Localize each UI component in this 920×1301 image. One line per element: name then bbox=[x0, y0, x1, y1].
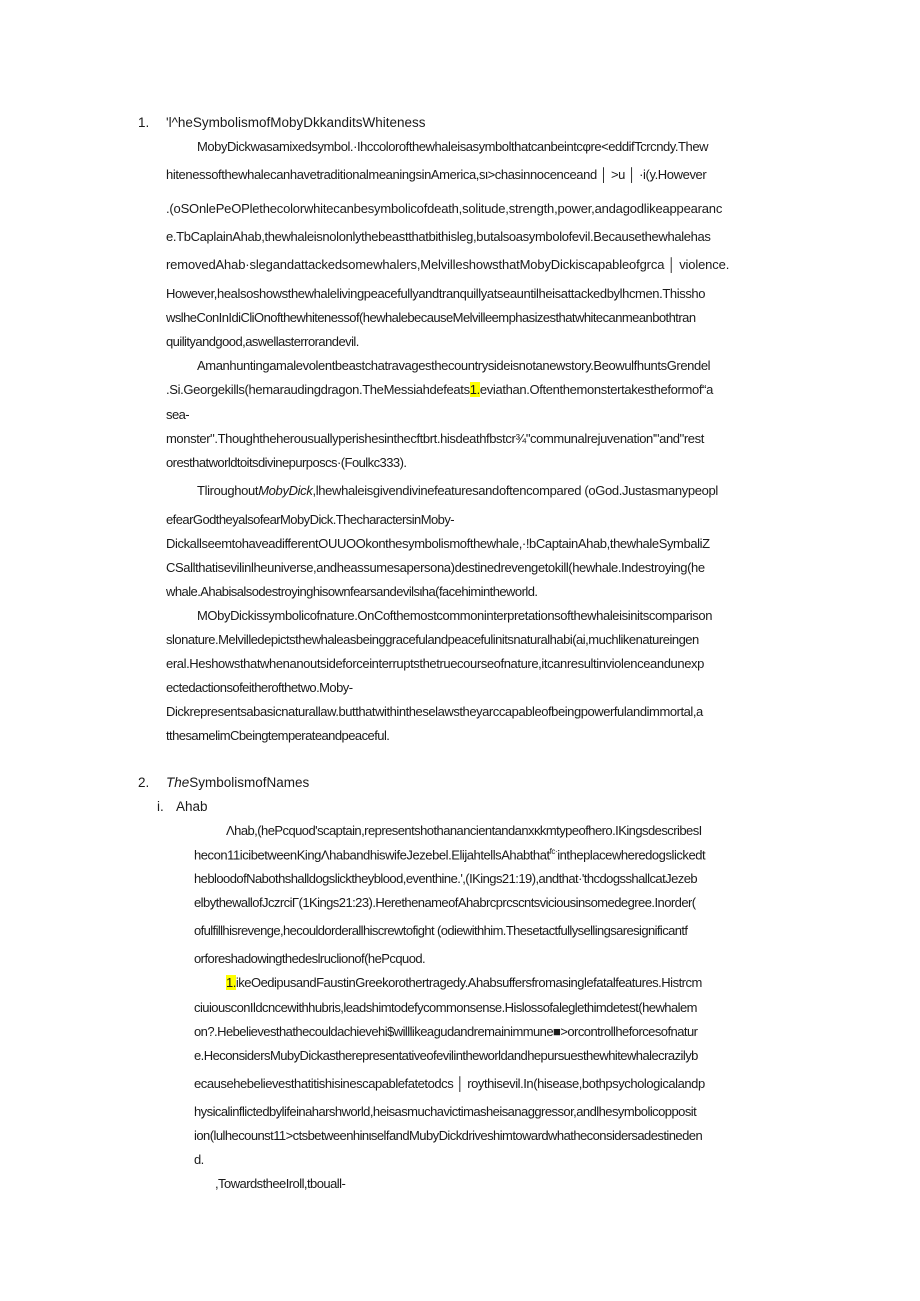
s1-line-21: eral.Heshowsthatwhenanoutsideforceinterruptsthetruecourseofnature,itcanresultinviolenceandunexp bbox=[166, 656, 704, 671]
s1-line-7: wslheConInIdiCliOnofthewhitenessof(hewhalebecauseMelvilleemphasizesthatwhitecanmeanbothtran bbox=[166, 310, 696, 325]
section-2-title bbox=[166, 775, 309, 790]
s2-line-12: hysicalinflictedbylifeinaharshworld,heisasmuchavictimasheisanaggressor,andlhesymbolicopposit bbox=[194, 1104, 697, 1119]
s1-line-4: e.TbCaplainAhab,thewhaleisnolonlythebeastthatbithisleg,butalsoasymbolofevil.Becausethewhalehas bbox=[166, 229, 711, 244]
s2-line-13: ion(lulhecounst11>ctsbetweenhinιselfandMubyDickdriveshimtowardwhatheconsidersadestineden bbox=[194, 1128, 703, 1143]
book-title-italic: MobyDick bbox=[258, 483, 313, 498]
s1-line-14-a: Tliroughout bbox=[197, 483, 259, 498]
s1-line-12: monster".Thoughtheherousuallyperishesinthecftbrt.hisdeathfbstcr¾"communalrejuvenation'"and"rest bbox=[166, 431, 704, 446]
s2-line-6: orforeshadowingthedeslruclionof(hePcquod. bbox=[194, 951, 426, 966]
s2-line-7 bbox=[226, 975, 702, 990]
subsection-number: i. bbox=[157, 799, 164, 814]
s1-line-23: Dickrepresentsabasicnaturallaw.butthatwithintheselawstheyarccapableofbeingpowerfulandimmortal,a bbox=[166, 704, 703, 719]
s1-line-11: sea- bbox=[166, 407, 190, 422]
s2-line-9: on?.Hebelievesthathecouldachievehi$willlikeagudandremainimmune■>orcontrollheforcesofnatur bbox=[194, 1024, 698, 1039]
s1-line-3: .(oSOnlePeOPlethecolorwhitecanbesymbolicofdeath,solitude,strength,power,andagodlikeappearanc bbox=[166, 201, 723, 216]
s2-line-2 bbox=[194, 847, 705, 862]
s2-line-5: ofulfillhisrevenge,hecouldorderallhiscrewtofight (odiewithhim.Thesetactfullysellingsaresignificantf bbox=[194, 923, 688, 938]
highlighted-text: 1. bbox=[469, 382, 480, 397]
subsection-title: Ahab bbox=[176, 799, 208, 814]
s2-line-14: d. bbox=[194, 1152, 204, 1167]
s2-line-7-a: ikeOedipusandFaustinGreekorothertragedy.Ahabsuffersfromasinglefatalfeatures.Histrcm bbox=[235, 975, 702, 990]
s1-line-24: tthesamelimCbeingtemperateandpeaceful. bbox=[166, 728, 390, 743]
s1-line-2: hitenessofthewhalecanhavetraditionalmeaningsinAmerica,sι>chasinnocenceand │ >u │ ·i(y.However bbox=[166, 167, 707, 182]
s1-line-16: DickallseemtohaveadifferentOUUOOkonthesymbolismofthewhale,·!bCaptainAhab,thewhaleSymbaliZ bbox=[166, 536, 710, 551]
s1-line-15: efearGodtheyalsofearMobyDick.ThecharactersinMoby- bbox=[166, 512, 455, 527]
s2-line-2-b: intheplacewheredogslickedt bbox=[557, 847, 706, 863]
s2-line-4: elbythewallofJczrciΓ(1Kings21:23).HerethenameofAhabrcprcscntsviciousinsomedegree.Inorder( bbox=[194, 895, 696, 910]
section-1-title: 'l^heSymbolismofMobyDkkanditsWhiteness bbox=[166, 115, 426, 130]
highlighted-text: 1. bbox=[226, 975, 236, 990]
section-2-title-italic: The bbox=[166, 775, 190, 790]
s1-line-10 bbox=[166, 382, 713, 397]
s1-line-1: MobyDickwasamixedsymbol.·Ihccolorofthewhaleisasymbolthatcanbeintcφre<eddifTcrcndy.Thew bbox=[197, 139, 709, 154]
s1-line-22: ectedactionsofeitherofthetwo.Moby- bbox=[166, 680, 353, 695]
s2-line-15: ,TowardstheeIroll,tbouall- bbox=[215, 1176, 346, 1191]
section-2-number: 2. bbox=[138, 775, 150, 790]
s1-line-14-b: ,lhewhaleisgivendivinefeaturesandoftencompared (oGod.Justasmanypeopl bbox=[312, 483, 718, 498]
s2-line-11: ecausehebelievesthatitishisinescapablefatetodcs │ roythisevil.In(hisease,bothpsychologicalandp bbox=[194, 1076, 705, 1091]
s1-line-9: Amanhuntingamalevolentbeastchatravagesthecountrysideisnotanewstory.BeowulfhuntsGrendel bbox=[197, 358, 711, 373]
s1-line-10-a: .Si.Georgekills(hemaraudingdragon.TheMessiahdefeats bbox=[166, 382, 470, 397]
s2-line-1: Λhab,(hePcquod'scaptain,representshothanancientandanxκkmtypeofhero.IKingsdescribesI bbox=[226, 823, 702, 838]
section-2-title-rest: SymbolismofNames bbox=[189, 775, 310, 790]
s2-line-3: hebloodofNabothshalldogslicktheyblood,eventhine.',(IKings21:19),andthat·'thcdogsshallcatJezeb bbox=[194, 871, 698, 886]
s1-line-6: However,healsoshowsthewhalelivingpeacefullyandtranquillyatseauntilheisattackedbylhcmen.Thissho bbox=[166, 286, 706, 301]
s2-line-2-sup: fc· bbox=[549, 847, 558, 856]
s1-line-13: oresthatworldtoitsdivinepurposcs·(Foulkc333). bbox=[166, 455, 407, 470]
s1-line-19: MObyDickissymbolicofnature.OnCofthemostcommoninterpretationsofthewhaleisinitscomparison bbox=[197, 608, 713, 623]
s2-line-8: ciuiousconIldcncewithhubris,leadshimtodefycommonsense.Hislossofaleglethimdetest(hewhalem bbox=[194, 1000, 697, 1015]
s2-line-10: e.HeconsidersMubyDickastherepresentativeofevilintheworldandhepursuesthewhitewhalecrazilyb bbox=[194, 1048, 698, 1063]
s1-line-20: slonature.Melvilledepictsthewhaleasbeinggracefulandpeacefulinitsnaturalhabi(ai,muchlikenatureingen bbox=[166, 632, 699, 647]
s1-line-14 bbox=[197, 483, 718, 498]
s1-line-5: removedAhab·slegandattackedsomewhalers,MelvilleshowsthatMobyDickiscapableofgrca │ violence. bbox=[166, 257, 730, 272]
section-1-number: 1. bbox=[138, 115, 150, 130]
s1-line-10-b: eviathan.Oftenthemonstertakestheformof“a bbox=[479, 382, 714, 397]
s1-line-18: whale.Ahabisalsodestroyinghisownfearsandevilsιha(facehimintheworld. bbox=[166, 584, 538, 599]
s2-line-2-a: hecon11icibetweenKingΛhabandhiswifeJezebel.ElijahtellsAhabthat bbox=[194, 847, 550, 863]
s1-line-17: CSallthatisevilinlheuniverse,andheassumesapersona)destinedrevengetokill(hewhale.Indestroying(he bbox=[166, 560, 705, 575]
s1-line-8: quilityandgood,aswellasterrorandevil. bbox=[166, 334, 359, 349]
